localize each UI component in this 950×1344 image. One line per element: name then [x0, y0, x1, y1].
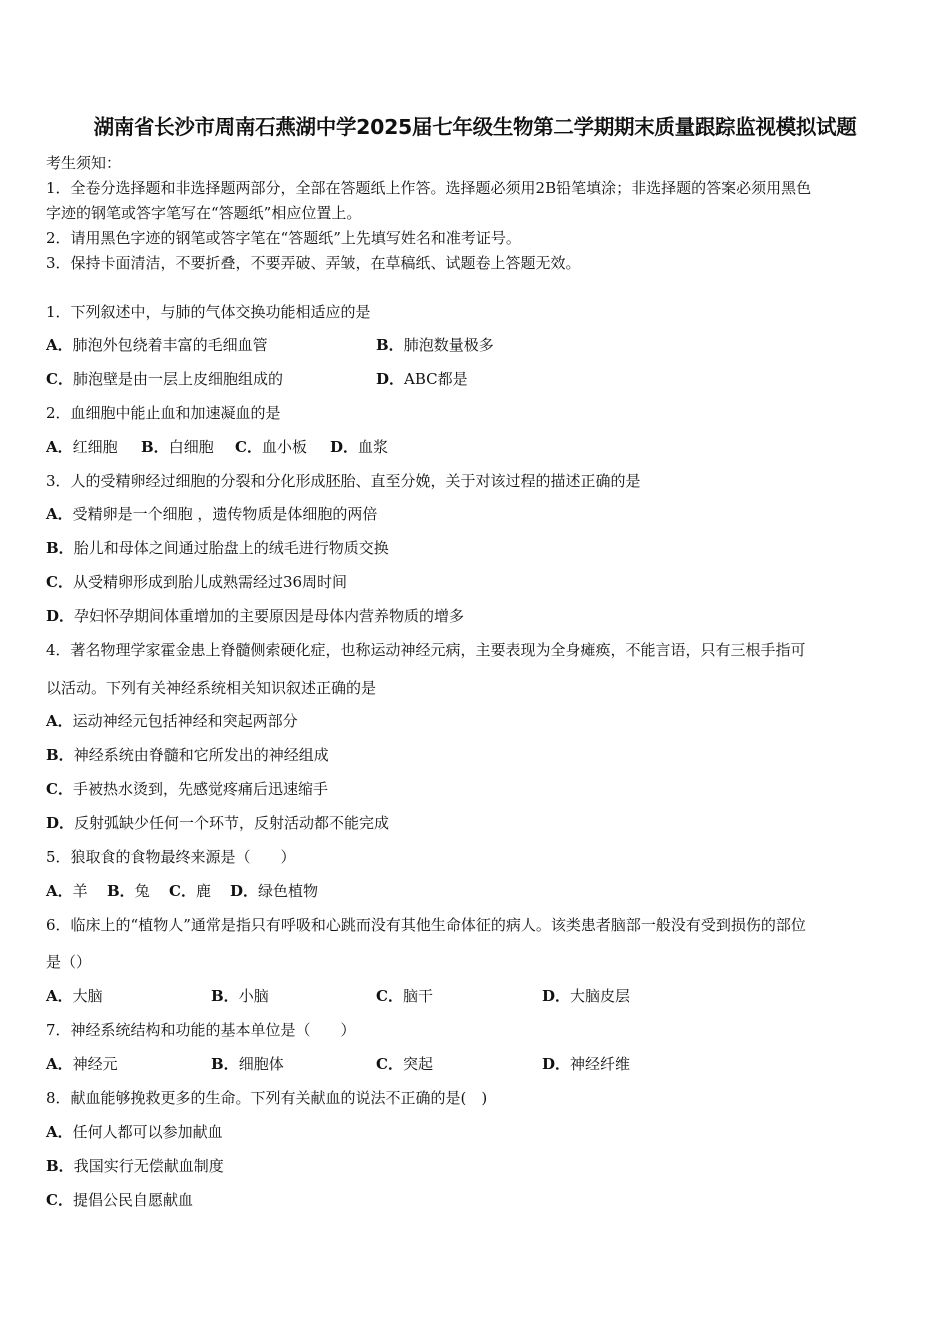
option-text: ABC都是 — [404, 370, 468, 388]
option-text: 肺泡数量极多 — [403, 336, 494, 354]
option-label: C． — [46, 1191, 73, 1209]
q2-option-a[interactable] — [46, 437, 118, 457]
option-label: C． — [46, 370, 73, 388]
q6-option-c[interactable] — [376, 986, 433, 1006]
q5-option-c[interactable] — [169, 881, 211, 901]
q4-option-d[interactable] — [46, 813, 389, 833]
notice-item: 1．全卷分选择题和非选择题两部分，全部在答题纸上作答。选择题必须用2B铅笔填涂；非选择题的答案必须用黑色 — [46, 179, 812, 197]
option-label: A． — [46, 438, 73, 456]
option-text: 血浆 — [358, 438, 389, 456]
option-text: 神经元 — [72, 1055, 118, 1073]
option-label: A． — [46, 336, 73, 354]
q3-option-a[interactable] — [46, 504, 377, 524]
q4-option-a[interactable] — [46, 711, 298, 731]
q6-option-a[interactable] — [46, 986, 103, 1006]
q1-option-b[interactable] — [376, 335, 494, 355]
option-text: 绿色植物 — [258, 882, 319, 900]
q6-option-b[interactable] — [211, 986, 269, 1006]
option-label: B． — [46, 1157, 74, 1175]
option-text: 大脑 — [72, 987, 103, 1005]
option-label: D． — [542, 987, 571, 1005]
question-2-stem: 2．血细胞中能止血和加速凝血的是 — [46, 404, 281, 422]
option-label: B． — [211, 1055, 239, 1073]
question-1-stem: 1．下列叙述中，与肺的气体交换功能相适应的是 — [46, 303, 371, 321]
option-text: 孕妇怀孕期间体重增加的主要原因是母体内营养物质的增多 — [74, 607, 465, 625]
q8-option-a[interactable] — [46, 1122, 223, 1142]
q8-option-b[interactable] — [46, 1156, 224, 1176]
option-text: 脑干 — [402, 987, 433, 1005]
option-label: C． — [235, 438, 262, 456]
option-label: A． — [46, 987, 73, 1005]
option-label: B． — [376, 336, 404, 354]
option-label: C． — [376, 1055, 403, 1073]
option-text: 鹿 — [195, 882, 211, 900]
option-label: D． — [542, 1055, 571, 1073]
option-label: A． — [46, 712, 73, 730]
option-label: A． — [46, 1055, 73, 1073]
option-label: B． — [107, 882, 135, 900]
q1-option-a[interactable] — [46, 335, 268, 355]
option-label: B． — [141, 438, 169, 456]
option-text: 神经系统由脊髓和它所发出的神经组成 — [73, 746, 329, 764]
question-7-stem: 7．神经系统结构和功能的基本单位是（ ） — [46, 1021, 356, 1039]
option-text: 胎儿和母体之间通过胎盘上的绒毛进行物质交换 — [73, 539, 389, 557]
q2-option-d[interactable] — [330, 437, 388, 457]
option-text: 血小板 — [261, 438, 307, 456]
option-label: C． — [169, 882, 196, 900]
option-text: 手被热水烫到，先感觉疼痛后迅速缩手 — [72, 780, 328, 798]
q4-option-c[interactable] — [46, 779, 328, 799]
option-label: A． — [46, 505, 73, 523]
q1-option-c[interactable] — [46, 369, 283, 389]
option-text: 羊 — [72, 882, 88, 900]
option-text: 白细胞 — [168, 438, 214, 456]
option-text: 突起 — [402, 1055, 433, 1073]
option-label: D． — [46, 607, 75, 625]
question-5-stem: 5．狼取食的食物最终来源是（ ） — [46, 848, 296, 866]
option-text: 兔 — [134, 882, 150, 900]
option-text: 受精卵是一个细胞 ，遗传物质是体细胞的两倍 — [72, 505, 378, 523]
option-label: D． — [46, 814, 75, 832]
q3-option-b[interactable] — [46, 538, 389, 558]
q5-option-b[interactable] — [107, 881, 150, 901]
notice-heading: 考生须知： — [46, 154, 122, 172]
q6-option-d[interactable] — [542, 986, 630, 1006]
q7-option-d[interactable] — [542, 1054, 630, 1074]
option-label: A． — [46, 1123, 73, 1141]
option-label: C． — [46, 573, 73, 591]
option-text: 大脑皮层 — [570, 987, 631, 1005]
question-6-stem-cont: 是（） — [46, 953, 92, 971]
question-4-stem-cont: 以活动。下列有关神经系统相关知识叙述正确的是 — [46, 679, 377, 697]
option-text: 提倡公民自愿献血 — [72, 1191, 193, 1209]
q2-option-b[interactable] — [141, 437, 214, 457]
option-text: 我国实行无偿献血制度 — [73, 1157, 224, 1175]
option-text: 红细胞 — [72, 438, 118, 456]
notice-item: 2．请用黑色字迹的钢笔或答字笔在“答题纸”上先填写姓名和准考证号。 — [46, 229, 521, 247]
q3-option-d[interactable] — [46, 606, 464, 626]
q5-option-d[interactable] — [230, 881, 318, 901]
option-label: A． — [46, 882, 73, 900]
q2-option-c[interactable] — [235, 437, 307, 457]
option-label: C． — [376, 987, 403, 1005]
q1-option-d[interactable] — [376, 369, 468, 389]
q5-option-a[interactable] — [46, 881, 88, 901]
question-6-stem: 6．临床上的“植物人”通常是指只有呼吸和心跳而没有其他生命体征的病人。该类患者脑部一般没有受到损伤的部位 — [46, 916, 806, 934]
option-text: 反射弧缺少任何一个环节，反射活动都不能完成 — [74, 814, 390, 832]
q7-option-b[interactable] — [211, 1054, 284, 1074]
page-title: 湖南省长沙市周南石燕湖中学2025届七年级生物第二学期期末质量跟踪监视模拟试题 — [93, 115, 857, 139]
question-3-stem: 3．人的受精卵经过细胞的分裂和分化形成胚胎、直至分娩，关于对该过程的描述正确的是 — [46, 472, 641, 490]
notice-item: 字迹的钢笔或答字笔写在“答题纸”相应位置上。 — [46, 204, 362, 222]
notice-item: 3．保持卡面清洁，不要折叠，不要弄破、弄皱，在草稿纸、试题卷上答题无效。 — [46, 254, 581, 272]
question-8-stem: 8．献血能够挽救更多的生命。下列有关献血的说法不正确的是( ) — [46, 1089, 488, 1107]
option-text: 神经纤维 — [570, 1055, 631, 1073]
option-text: 肺泡壁是由一层上皮细胞组成的 — [72, 370, 283, 388]
q3-option-c[interactable] — [46, 572, 347, 592]
option-label: D． — [330, 438, 359, 456]
option-label: B． — [46, 539, 74, 557]
option-label: C． — [46, 780, 73, 798]
option-text: 肺泡外包绕着丰富的毛细血管 — [72, 336, 268, 354]
question-4-stem: 4．著名物理学家霍金患上脊髓侧索硬化症，也称运动神经元病，主要表现为全身瘫痪，不能言语，只有三根手指可 — [46, 641, 806, 659]
option-label: B． — [211, 987, 239, 1005]
q7-option-c[interactable] — [376, 1054, 433, 1074]
q8-option-c[interactable] — [46, 1190, 193, 1210]
option-text: 任何人都可以参加献血 — [72, 1123, 223, 1141]
option-text: 运动神经元包括神经和突起两部分 — [72, 712, 298, 730]
option-label: D． — [376, 370, 405, 388]
option-text: 小脑 — [238, 987, 269, 1005]
option-text: 从受精卵形成到胎儿成熟需经过36周时间 — [72, 573, 348, 591]
q7-option-a[interactable] — [46, 1054, 118, 1074]
option-label: D． — [230, 882, 259, 900]
q4-option-b[interactable] — [46, 745, 329, 765]
option-text: 细胞体 — [238, 1055, 284, 1073]
option-label: B． — [46, 746, 74, 764]
